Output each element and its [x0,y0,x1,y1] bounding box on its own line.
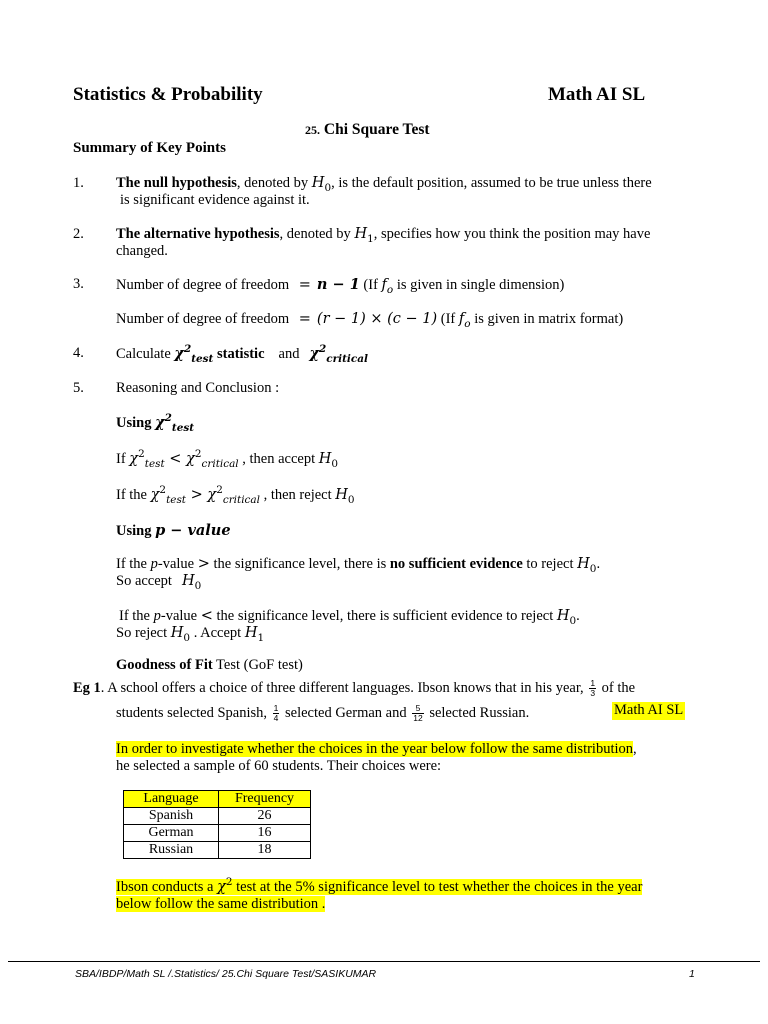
table-cell: Spanish [124,808,219,825]
using-pvalue-heading: Using p − value [116,522,231,539]
point-number: 3. [73,276,84,292]
null-hypothesis-line: The null hypothesis, denoted by $H_0$, is the default position, assumed to be true unless there [116,175,652,194]
h1-symbol: $H_1$ [354,226,374,245]
table-header-row [124,791,311,808]
table-row [124,842,311,859]
page-number: 1 [689,968,695,980]
footer-rule [8,961,760,962]
h0-symbol: $H_0$ [311,175,332,194]
column-header: Language [124,791,219,808]
reject-rule-line: If the $\chi^2_{test} > \chi^2_{critical}$ , then reject $H_0$ [116,484,355,506]
point-number: 4. [73,345,84,361]
footer-path: SBA/IBDP/Math SL /.Statistics/ 25.Chi Square Test/SASIKUMAR [75,968,377,980]
reasoning-heading: Reasoning and Conclusion : [116,380,280,396]
point-number: 2. [73,226,84,242]
doc-course-title: Math AI SL [548,84,646,105]
fraction-five-twelfths: $\frac{5}{12}$ [413,703,423,723]
table-cell: 16 [219,825,311,842]
eg1-investigate-line: In order to investigate whether the choices in the year below follow the same distribution, [116,741,637,757]
table-cell: Russian [124,842,219,859]
accept-rule-line: If $\chi^2_{test} < \chi^2_{critical}$ , then accept $H_0$ [116,448,339,470]
point-number: 1. [73,175,84,191]
alt-hypothesis-line: The alternative hypothesis, denoted by $H_1$, specifies how you think the position may have [116,226,651,245]
column-header: Frequency [219,791,311,808]
calculate-line: Calculate $\chi^2_{test}$ statistic and $\chi^2_{critical}$ [116,343,368,365]
pvalue-less-line: If the p-value < the significance level, there is sufficient evidence to reject $H_0$. [119,608,580,627]
using-chi-test-heading: Using $\chi^2_{test}$ [116,412,195,434]
null-hypothesis-line2: is significant evidence against it. [120,192,310,208]
point-number: 5. [73,380,84,396]
fraction-one-quarter: $\frac{1}{4}$ [273,703,279,723]
math-ai-sl-tag: Math AI SL [614,702,684,718]
doc-topic-title: Statistics & Probability [73,84,263,105]
eg1-line1: Eg 1. A school offers a choice of three different languages. Ibson knows that in his year, $\frac{1}{3}$ of the [73,678,636,698]
eg1-conducts-line: Ibson conducts a $\chi^2$ test at the 5% significance level to test whether the choices in the year [116,876,643,895]
table-row [124,825,311,842]
dof-single-line: Number of degree of freedom = n − 1 (If $f_o$ is given in single dimension) [116,276,565,296]
summary-heading: Summary of Key Points [73,140,226,156]
pvalue-greater-line: If the p-value > the significance level, there is no sufficient evidence to reject $H_0$. [116,556,601,575]
eg1-line2: students selected Spanish, $\frac{1}{4}$ selected German and $\frac{5}{12}$ selected Russian. [116,703,530,723]
eg1-sample-line: he selected a sample of 60 students. Their choices were: [116,758,442,774]
table-cell: 18 [219,842,311,859]
table-cell: German [124,825,219,842]
eg1-conducts-line2: below follow the same distribution . [116,896,326,912]
section-title: 25. Chi Square Test [305,121,430,138]
so-reject-line: So reject $H_0$ . Accept $H_1$ [116,625,265,644]
gof-heading: Goodness of Fit Test (GoF test) [116,657,303,673]
table-row [124,808,311,825]
fraction-one-third: $\frac{1}{3}$ [590,678,596,698]
table-cell: 26 [219,808,311,825]
language-frequency-table [123,790,311,859]
so-accept-line: So accept $H_0$ [116,573,202,592]
dof-matrix-line: Number of degree of freedom = (r − 1) × (c − 1) (If $f_o$ is given in matrix format) [116,311,624,330]
alt-hypothesis-line2: changed. [116,243,168,259]
